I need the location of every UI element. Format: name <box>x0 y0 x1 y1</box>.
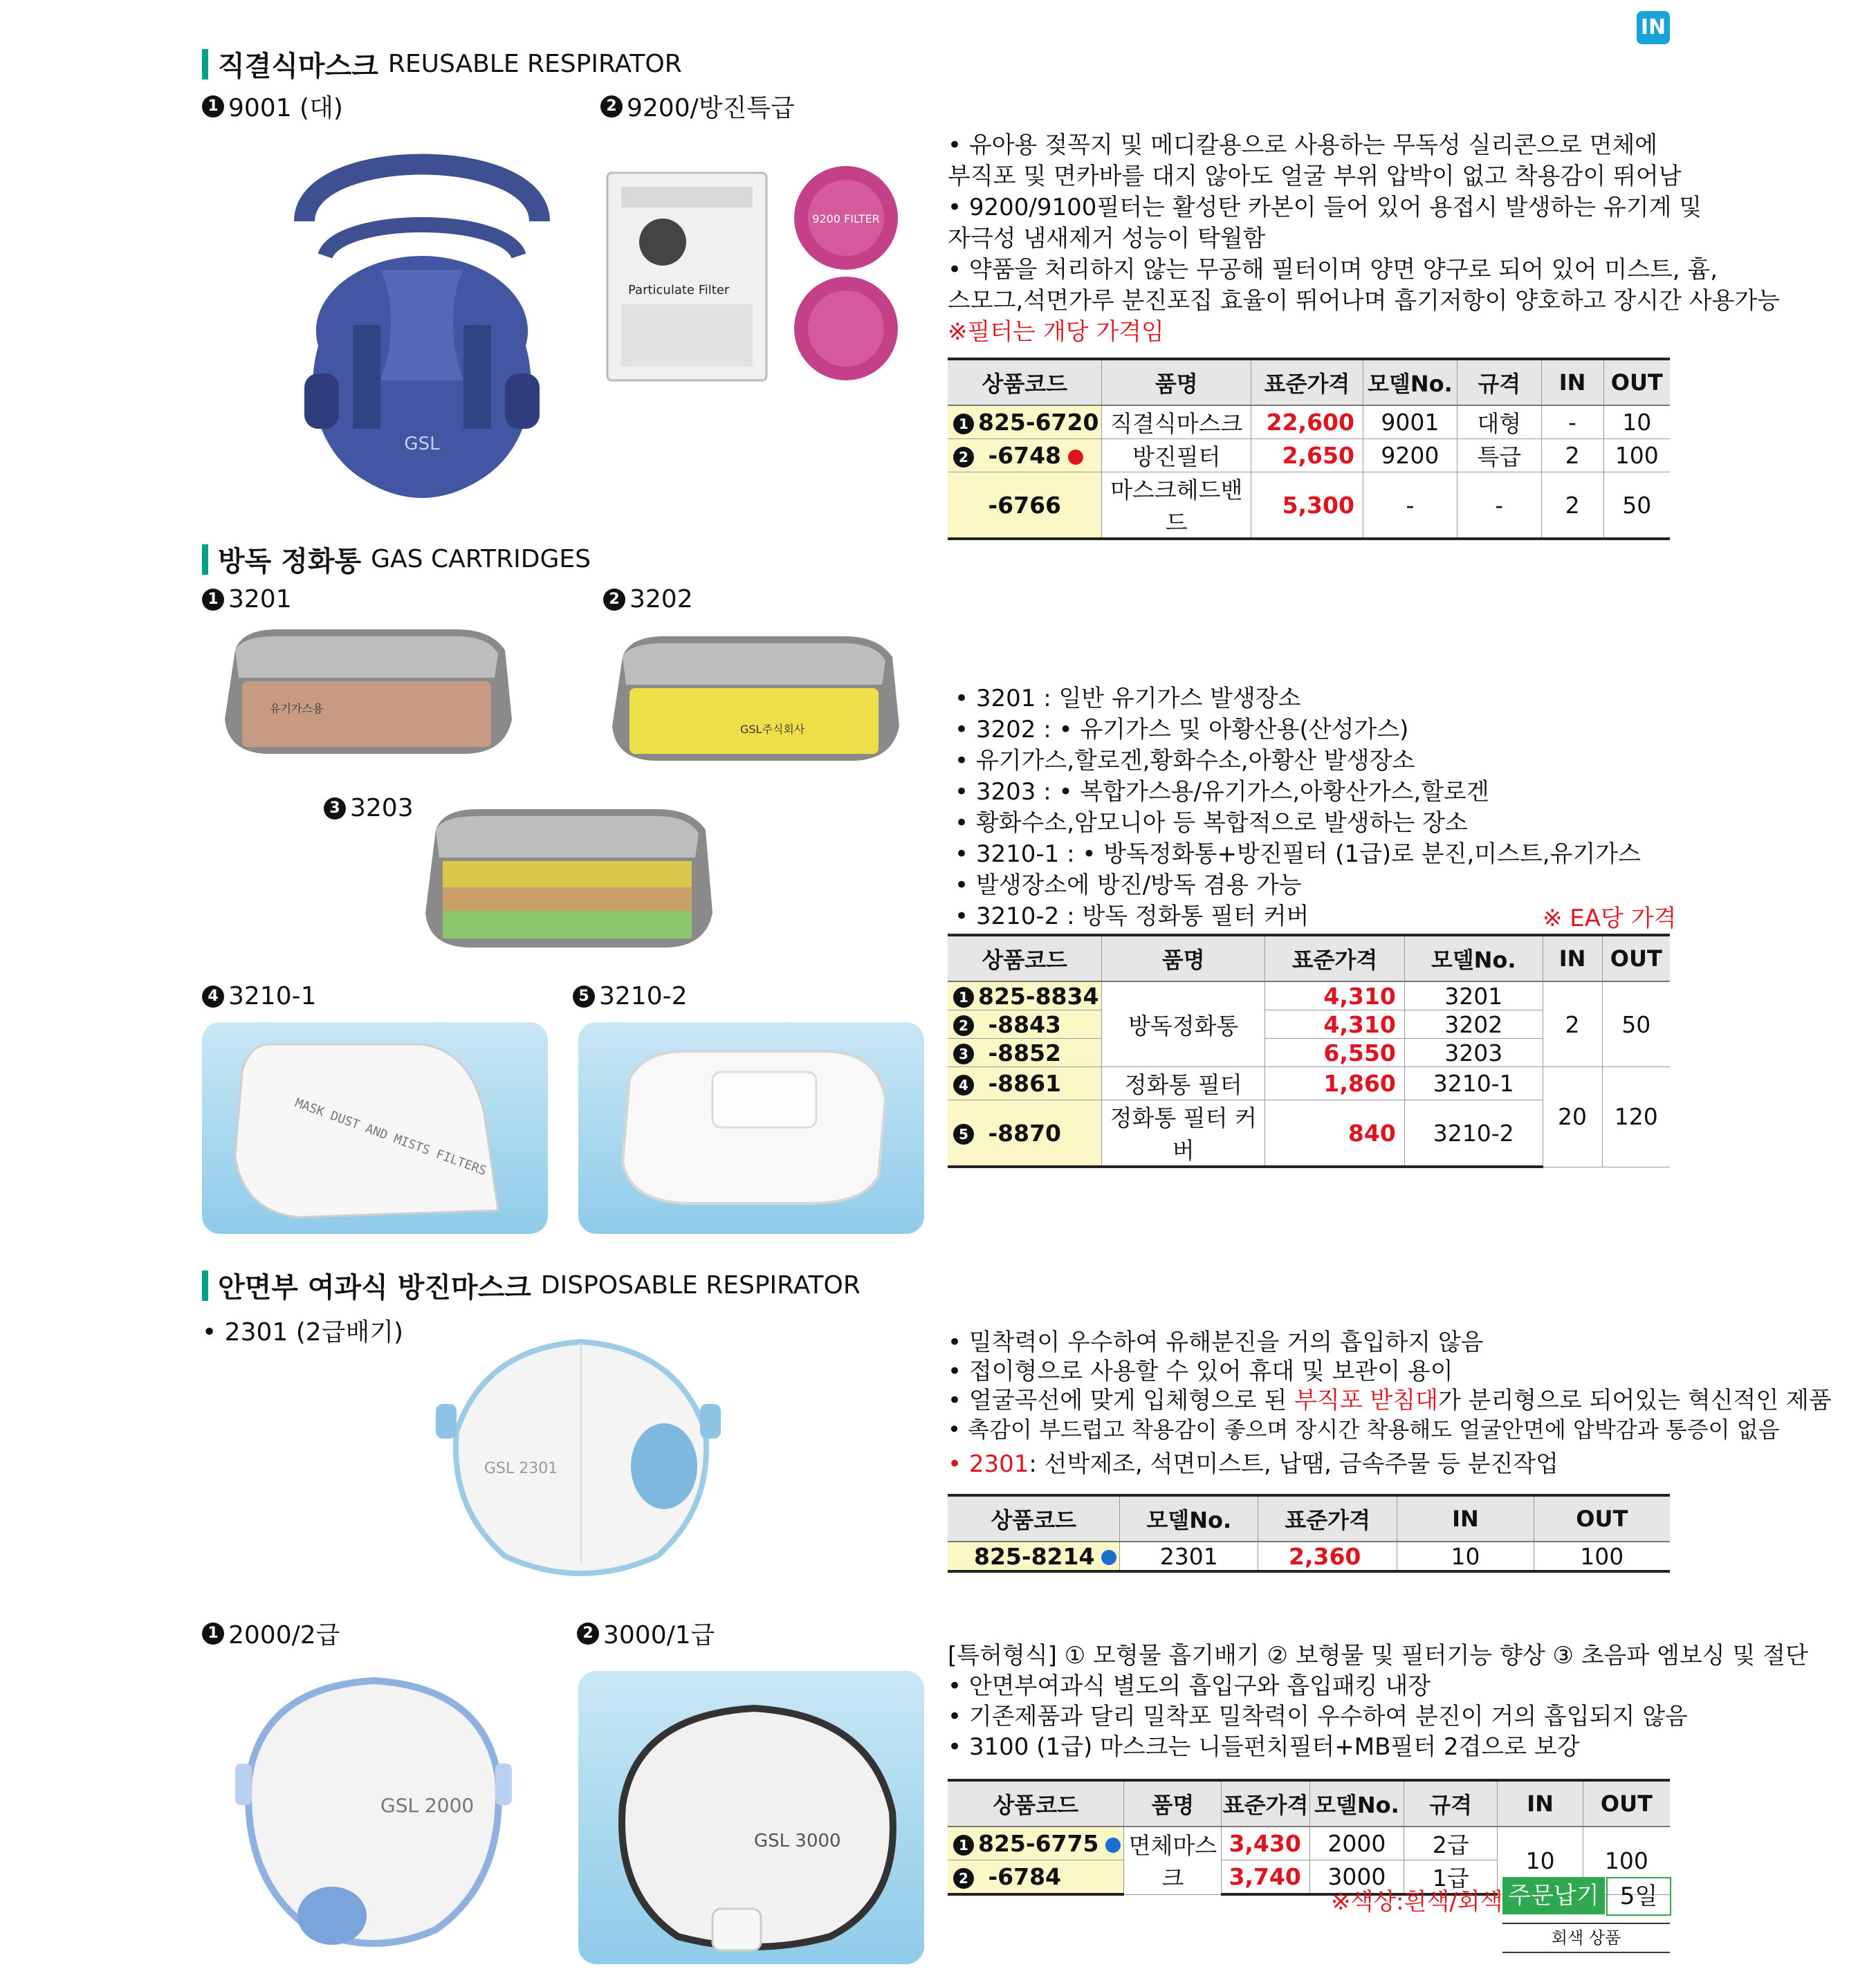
number-badge: 3 <box>324 797 346 820</box>
model-number: - <box>1363 472 1457 539</box>
section-title-en: GAS CARTRIDGES <box>371 545 591 573</box>
description-line: • 3210-2 : 방독 정화통 필터 커버 <box>955 903 1309 930</box>
product-spec: 특급 <box>1457 439 1541 472</box>
description-line: • 안면부여과식 별도의 흡입구와 흡입패킹 내장 <box>948 1672 1431 1700</box>
product-code-cell <box>948 405 1102 439</box>
column-header: 규격 <box>1404 1780 1497 1827</box>
product-name: 면체마스크 <box>1124 1827 1222 1894</box>
column-header: 표준가격 <box>1222 1780 1309 1827</box>
column-header: 표준가격 <box>1251 359 1363 405</box>
column-header: IN <box>1498 1780 1583 1827</box>
product-code-cell <box>948 439 1102 472</box>
section-title-ko: 직결식마스크 <box>218 50 378 82</box>
product-price: 3,740 <box>1222 1860 1309 1895</box>
description-line: • 발생장소에 방진/방독 겸용 가능 <box>955 871 1302 899</box>
title-accent-bar <box>202 544 208 575</box>
product-label-3210-2 <box>573 982 688 1010</box>
table-row <box>948 1542 1670 1571</box>
number-badge: 2 <box>953 447 974 468</box>
column-header: IN <box>1397 1495 1534 1542</box>
mask-brand-text: GSL <box>404 434 440 454</box>
description-line: • 황화수소,암모니아 등 복합적으로 발생하는 장소 <box>955 809 1468 837</box>
model-number: 2000 <box>1309 1827 1404 1860</box>
description-line: • 3201 : 일반 유기가스 발생장소 <box>955 685 1301 712</box>
product-label-2301: • 2301 (2급배기) <box>202 1318 404 1347</box>
product-spec: 2급 <box>1404 1827 1497 1860</box>
product-code-cell <box>948 1100 1102 1167</box>
section-title-en: REUSABLE RESPIRATOR <box>387 50 682 78</box>
column-header: OUT <box>1583 1780 1670 1827</box>
product-label-3000 <box>577 1616 715 1651</box>
description-line: • 3100 (1급) 마스크는 니들펀치필터+MB필터 2겹으로 보강 <box>948 1733 1580 1761</box>
filter-disc-text: 9200 FILTER <box>812 212 880 225</box>
product-spec: 1급 <box>1404 1860 1497 1895</box>
product-code-cell <box>948 1067 1102 1100</box>
product-spec: - <box>1457 472 1541 539</box>
model-number: 3203 <box>1404 1039 1543 1067</box>
section-title-reusable <box>202 44 682 84</box>
cartridge-label-text: GSL주식회사 <box>740 723 805 736</box>
qty-out: 50 <box>1603 472 1670 539</box>
product-name: 방독정화통 <box>1102 981 1265 1067</box>
column-header: 품명 <box>1124 1780 1222 1827</box>
blue-dot-marker <box>1101 1550 1116 1565</box>
filter-pad-3210-1-image <box>214 1030 533 1231</box>
section-title-disposable <box>202 1266 861 1305</box>
product-spec: 대형 <box>1457 405 1541 439</box>
product-label-text: 2000/2급 <box>228 1621 340 1649</box>
table-row <box>948 981 1670 1010</box>
product-label-text: 3203 <box>350 794 414 822</box>
number-badge: 1 <box>202 1623 224 1645</box>
qty-in: 2 <box>1541 439 1603 472</box>
product-code-cell <box>948 1860 1124 1895</box>
model-number: 3000 <box>1309 1860 1404 1895</box>
description-list <box>955 683 1641 932</box>
product-table-reusable <box>948 358 1670 540</box>
product-code: -6766 <box>988 491 1061 519</box>
product-label-text: 3210-2 <box>599 982 688 1010</box>
number-badge: 2 <box>603 589 625 611</box>
number-badge: 2 <box>600 95 623 118</box>
title-accent-bar <box>202 49 208 80</box>
description-line: • 9200/9100필터는 활성탄 카본이 들어 있어 용접시 발생하는 유기계 및 <box>948 194 1702 221</box>
product-name: 마스크헤드밴드 <box>1102 472 1251 539</box>
product-price: 2,360 <box>1258 1542 1397 1571</box>
grey-product-label: 회색 상품 <box>1502 1923 1670 1953</box>
column-header: 품명 <box>1102 359 1251 405</box>
product-price: 1,860 <box>1265 1067 1405 1100</box>
number-badge: 1 <box>953 1835 974 1856</box>
cartridge-3203-image <box>415 802 719 954</box>
product-label-text: 9001 (대) <box>228 94 343 122</box>
qty-in: 10 <box>1397 1542 1534 1571</box>
column-header: OUT <box>1602 935 1670 981</box>
cartridge-3201-image <box>214 622 519 761</box>
column-header: 표준가격 <box>1258 1495 1397 1542</box>
description-line: • 밀착력이 우수하여 유해분진을 거의 흡입하지 않음 <box>948 1329 1484 1356</box>
product-price: 4,310 <box>1265 981 1405 1010</box>
table-row <box>948 1067 1670 1100</box>
product-code: -8852 <box>988 1039 1061 1066</box>
product-label-3202 <box>603 585 693 613</box>
description-line: • 3202 : • 유기가스 및 아황산용(산성가스) <box>955 716 1409 743</box>
product-label-3203 <box>324 794 414 822</box>
description-line <box>948 1386 1832 1415</box>
column-header: OUT <box>1534 1495 1670 1542</box>
qty-out: 120 <box>1602 1067 1670 1167</box>
description-line: • 기존제품과 달리 밀착포 밀착력이 우수하여 분진이 거의 흡입되지 않음 <box>948 1703 1688 1730</box>
model-number: 3202 <box>1404 1010 1543 1039</box>
column-header: 규격 <box>1457 359 1541 405</box>
respirator-image <box>277 118 567 505</box>
qty-in: 20 <box>1543 1067 1602 1167</box>
product-code-cell <box>948 1010 1102 1039</box>
model-number: 3201 <box>1404 981 1543 1010</box>
section-title-en: DISPOSABLE RESPIRATOR <box>540 1271 861 1300</box>
column-header: 모델No. <box>1309 1780 1404 1827</box>
column-header: 상품코드 <box>948 359 1102 405</box>
product-name: 정화통 필터 <box>1102 1067 1265 1100</box>
product-table-disposable <box>948 1494 1670 1573</box>
mask-print-text: GSL 3000 <box>754 1831 841 1851</box>
product-code: 825-8834 <box>978 982 1099 1010</box>
qty-out: 100 <box>1583 1827 1670 1894</box>
product-code: 825-6775 <box>978 1830 1099 1857</box>
qty-out: 100 <box>1603 439 1670 472</box>
table-row <box>948 439 1670 472</box>
model-number: 2301 <box>1120 1542 1258 1571</box>
blue-dot-marker <box>1105 1838 1121 1853</box>
product-label-text: 3202 <box>629 585 693 613</box>
description-line: 부직포 및 면카바를 대지 않아도 얼굴 부위 압박이 없고 착용감이 뛰어남 <box>948 163 1682 190</box>
section-title-ko: 방독 정화통 <box>218 546 362 577</box>
description-line: 스모그,석면가루 분진포집 효율이 뛰어나며 흡기저항이 양호하고 장시간 사용가능 <box>948 287 1781 315</box>
description-line: • 3210-1 : • 방독정화통+방진필터 (1급)로 분진,미스트,유기가스 <box>955 840 1641 868</box>
order-lead-time-value: 5일 <box>1606 1877 1671 1916</box>
description-line <box>948 1450 1832 1479</box>
product-label-9200 <box>600 89 795 124</box>
column-header: OUT <box>1603 359 1670 405</box>
color-note: ※색상:흰색/회색 <box>1331 1888 1503 1916</box>
section-title-cartridges <box>202 539 591 579</box>
product-code-cell <box>948 1827 1124 1860</box>
column-header: 모델No. <box>1404 935 1543 981</box>
number-badge: 2 <box>953 1868 974 1889</box>
product-label-3201 <box>202 585 292 613</box>
text-part: : 선박제조, 석면미스트, 납땜, 금속주물 등 분진작업 <box>1029 1450 1558 1478</box>
red-dot-marker <box>1068 450 1083 465</box>
product-label-3210-1 <box>202 982 317 1010</box>
section-badge: IN <box>1637 11 1670 44</box>
model-number: 3210-2 <box>1404 1100 1543 1167</box>
title-accent-bar <box>202 1270 208 1301</box>
mask-2301-image <box>429 1328 733 1591</box>
cartridge-3202-image <box>602 629 906 768</box>
column-header: 상품코드 <box>948 935 1102 981</box>
number-badge: 1 <box>953 414 974 434</box>
qty-out: 100 <box>1534 1542 1670 1571</box>
qty-in: 2 <box>1543 981 1602 1067</box>
qty-in: 2 <box>1541 472 1603 539</box>
product-code-cell <box>948 1039 1102 1067</box>
product-label-2000 <box>202 1616 340 1651</box>
product-price: 840 <box>1265 1100 1405 1167</box>
product-code-cell <box>948 1542 1120 1571</box>
text-part: 가 분리형으로 되어있는 혁신적인 제품 <box>1437 1387 1832 1414</box>
product-price: 22,600 <box>1251 405 1363 439</box>
section-title-ko: 안면부 여과식 방진마스크 <box>218 1272 531 1304</box>
filter-cover-3210-2-image <box>602 1037 906 1217</box>
description-line: • 약품을 처리하지 않는 무공해 필터이며 양면 양구로 되어 있어 미스트, 흄, <box>948 256 1718 284</box>
product-table-cartridges <box>948 934 1670 1168</box>
cartridge-label-text: 유기가스용 <box>270 702 324 715</box>
description-line: [특허형식] ① 모형물 흡기배기 ② 보형물 및 필터기능 향상 ③ 초음파 엠보싱 및 절단 <box>948 1642 1808 1670</box>
column-header: 모델No. <box>1120 1495 1258 1542</box>
product-code: 825-8214 <box>974 1542 1095 1570</box>
column-header: 모델No. <box>1363 359 1457 405</box>
number-badge: 4 <box>953 1075 974 1096</box>
order-lead-time-label: 주문납기 <box>1502 1877 1605 1914</box>
product-price: 6,550 <box>1265 1039 1405 1067</box>
number-badge: 4 <box>202 986 224 1008</box>
model-number: 9200 <box>1363 439 1457 472</box>
table-row <box>948 1827 1670 1860</box>
product-label-text: 3000/1급 <box>603 1621 715 1649</box>
text-part: • 얼굴곡선에 맞게 입체형으로 된 <box>948 1387 1295 1414</box>
product-name: 정화통 필터 커버 <box>1102 1100 1265 1167</box>
number-badge: 3 <box>953 1044 974 1064</box>
number-badge: 2 <box>577 1623 599 1645</box>
qty-in: 10 <box>1498 1827 1583 1894</box>
product-code: -6748 <box>988 442 1061 469</box>
mask-print-text: GSL 2301 <box>484 1460 558 1477</box>
product-code-cell <box>948 981 1102 1010</box>
description-line: • 3203 : • 복합가스용/유기가스,아황산가스,할로겐 <box>955 778 1489 806</box>
number-badge: 1 <box>202 95 224 118</box>
number-badge: 2 <box>953 1015 974 1036</box>
table-row <box>948 405 1670 439</box>
qty-in: - <box>1541 405 1603 439</box>
filter-pack-title: Particulate Filter <box>628 283 730 297</box>
number-badge: 5 <box>573 986 595 1008</box>
description-list <box>948 130 1780 348</box>
number-badge: 1 <box>953 987 974 1008</box>
product-price: 2,650 <box>1251 439 1363 472</box>
product-price: 4,310 <box>1265 1010 1405 1039</box>
product-label-text: 3210-1 <box>228 982 317 1010</box>
highlight-text: • 2301 <box>948 1450 1029 1478</box>
qty-out: 10 <box>1603 405 1670 439</box>
mask-3000-image <box>595 1674 913 1964</box>
pad-print-text: MASK DUST AND MISTS FILTERS <box>293 1096 488 1179</box>
description-line: • 유기가스,할로겐,황화수소,아황산 발생장소 <box>955 747 1415 775</box>
column-header: IN <box>1543 935 1602 981</box>
column-header: 상품코드 <box>948 1780 1124 1827</box>
table-row <box>948 472 1670 539</box>
product-label-text: 9200/방진특급 <box>627 94 795 122</box>
model-number: 9001 <box>1363 405 1457 439</box>
product-code: -8861 <box>988 1070 1061 1097</box>
filter-package-image <box>600 159 988 387</box>
description-line: • 접이형으로 사용할 수 있어 휴대 및 보관이 용이 <box>948 1358 1453 1385</box>
product-code: -8843 <box>988 1010 1061 1038</box>
price-note: ※필터는 개당 가격임 <box>948 318 1164 346</box>
column-header: IN <box>1541 359 1603 405</box>
column-header: 상품코드 <box>948 1495 1120 1542</box>
description-list <box>948 1328 1832 1479</box>
product-name: 직결식마스크 <box>1102 405 1251 439</box>
product-code: 825-6720 <box>978 409 1099 436</box>
description-list <box>948 1640 1808 1762</box>
column-header: 품명 <box>1102 935 1265 981</box>
product-code: -8870 <box>988 1119 1061 1147</box>
model-number: 3210-1 <box>1404 1067 1543 1100</box>
product-label-text: 3201 <box>228 585 292 613</box>
product-price: 5,300 <box>1251 472 1363 539</box>
product-name: 방진필터 <box>1102 439 1251 472</box>
column-header: 표준가격 <box>1265 935 1405 981</box>
mask-2000-image <box>214 1660 533 1964</box>
qty-out: 50 <box>1602 981 1670 1067</box>
mask-print-text: GSL 2000 <box>380 1794 475 1817</box>
product-price: 3,430 <box>1222 1827 1309 1860</box>
number-badge: 1 <box>202 589 224 611</box>
number-badge: 5 <box>953 1124 974 1145</box>
product-code-cell <box>948 472 1102 539</box>
description-line: • 유아용 젖꼭지 및 메디칼용으로 사용하는 무독성 실리콘으로 면체에 <box>948 131 1658 159</box>
price-note: ※ EA당 가격 <box>1543 905 1677 932</box>
description-line: • 촉감이 부드럽고 착용감이 좋으며 장시간 착용해도 얼굴안면에 압박감과 통증이 없음 <box>948 1416 1780 1443</box>
description-line: 자극성 냄새제거 성능이 탁월함 <box>948 225 1266 252</box>
highlight-text: 부직포 받침대 <box>1294 1387 1438 1414</box>
product-code: -6784 <box>988 1863 1061 1890</box>
